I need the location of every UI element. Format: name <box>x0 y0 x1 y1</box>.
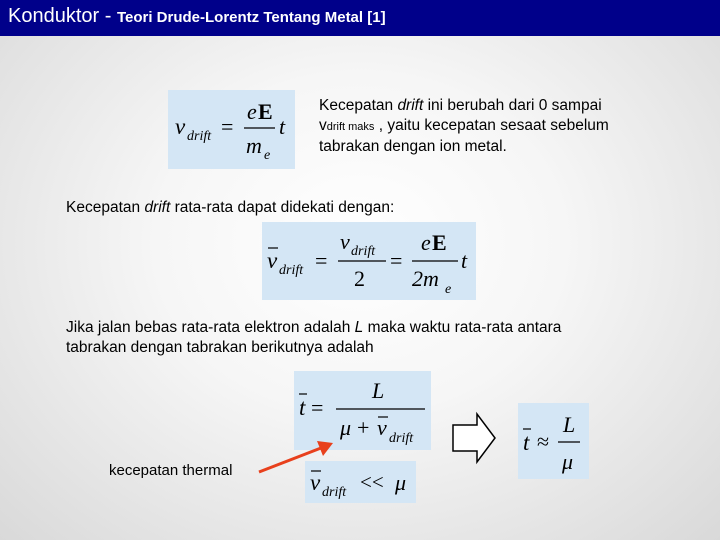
eq3-L: L <box>372 378 385 403</box>
eq3-drift-subscript: drift <box>389 431 414 446</box>
para1-line1 <box>319 96 709 116</box>
eq4-drift-subscript: drift <box>322 485 347 500</box>
para1-line2-text: , yaitu kecepatan sesaat sebelum <box>374 117 609 134</box>
eq3-mu: μ <box>340 415 352 440</box>
paragraph-mean-time <box>66 318 696 358</box>
eq2-den2-subscript: e <box>445 282 452 297</box>
eq2-num2-e: e <box>421 230 431 255</box>
eq1-drift-subscript: drift <box>187 129 212 144</box>
equation-drift-velocity <box>168 90 295 169</box>
eq3-equals: = <box>311 395 324 420</box>
eq1-num-e: e <box>247 99 257 124</box>
para1-line1-drift: drift <box>397 97 424 114</box>
para1-line2-v: v <box>319 117 327 134</box>
para3-line1-text-b: maka waktu rata-rata antara <box>363 319 562 336</box>
eq1-equals: = <box>221 114 234 139</box>
eq2-t: t <box>461 248 468 273</box>
annotation-arrow-shaft <box>259 448 321 472</box>
annotation-arrow-icon <box>255 430 345 480</box>
para1-line1-text-b: ini berubah dari 0 sampai <box>423 97 602 114</box>
eq3-t: t <box>299 395 306 420</box>
eq2-equals-1: = <box>315 248 328 273</box>
eq5-approx: ≈ <box>537 429 550 454</box>
para1-line2-subscript: drift maks <box>326 121 375 133</box>
para1-line2 <box>319 116 709 137</box>
eq4-much-less: << <box>360 470 384 494</box>
eq2-den2-2m: 2m <box>412 266 439 291</box>
implies-arrow-icon <box>450 410 500 466</box>
paragraph-average-drift <box>66 198 666 218</box>
eq2-num1-subscript: drift <box>351 244 376 259</box>
slide-title: Konduktor <box>8 5 100 27</box>
eq5-mu: μ <box>562 449 574 474</box>
para2-text-b: rata-rata dapat didekati dengan: <box>170 199 395 216</box>
eq4-v: v <box>310 470 321 495</box>
eq2-num1-v: v <box>340 229 350 254</box>
paragraph-drift-range <box>319 96 709 157</box>
para3-line1-text-a: Jika jalan bebas rata-rata elektron adalah <box>66 319 355 336</box>
eq4-mu: μ <box>395 470 407 495</box>
slide-title-bar <box>0 0 720 36</box>
eq1-t: t <box>279 114 286 139</box>
para1-line1-text-a: Kecepatan <box>319 97 398 114</box>
eq2-v: v <box>267 248 278 273</box>
eq1-den-e: e <box>264 148 271 163</box>
para3-line2: tabrakan dengan tabrakan berikutnya adalah <box>66 339 374 356</box>
eq1-v: v <box>175 114 186 139</box>
eq2-equals-2: = <box>390 248 403 273</box>
equation-average-drift-velocity <box>262 222 476 300</box>
eq2-drift-subscript: drift <box>279 263 304 278</box>
eq2-den1: 2 <box>354 266 365 291</box>
eq1-den-m: m <box>246 133 262 158</box>
slide-title-separator: - <box>99 5 117 27</box>
eq5-t: t <box>523 430 530 455</box>
eq5-L: L <box>563 412 576 437</box>
annotation-thermal-velocity: kecepatan thermal <box>109 462 233 479</box>
equation-approx-mean-time <box>518 403 589 479</box>
para2-drift: drift <box>144 199 171 216</box>
para2-text-a: Kecepatan <box>66 199 145 216</box>
slide-subtitle: Teori Drude-Lorentz Tentang Metal [1] <box>116 9 386 26</box>
eq2-num2-E: E <box>432 230 447 255</box>
eq3-v: v <box>377 415 387 440</box>
para1-line3: tabrakan dengan ion metal. <box>319 138 507 155</box>
para3-line1-L: L <box>354 319 364 336</box>
eq1-num-E: E <box>258 99 273 124</box>
para3-line1 <box>66 318 696 338</box>
eq3-plus: + <box>357 415 370 440</box>
